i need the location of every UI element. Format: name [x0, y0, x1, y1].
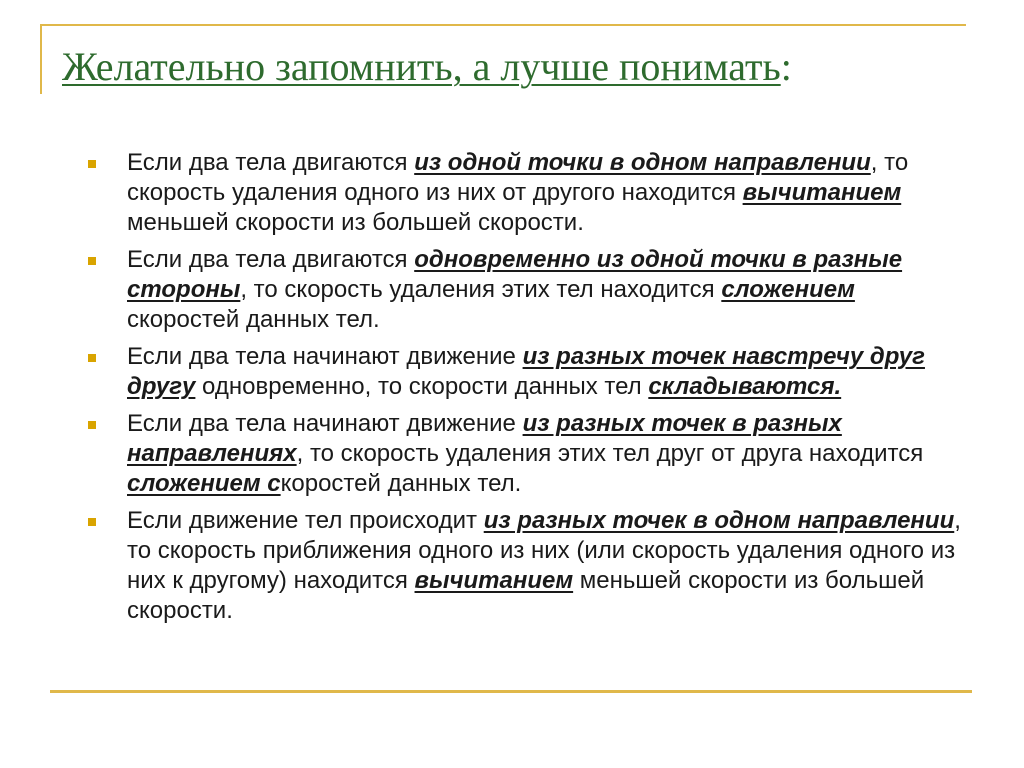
- square-bullet-icon: [88, 160, 96, 168]
- bullet-item: [88, 245, 968, 335]
- bottom-accent-line: [50, 690, 972, 693]
- bullet-text: скоростей данных тел.: [127, 306, 380, 333]
- slide-title-colon: :: [780, 44, 792, 89]
- slide-title-text: Желательно запомнить, а лучше понимать: [62, 44, 781, 89]
- left-accent-line: [40, 24, 42, 94]
- emphasis-text: вычитанием: [414, 567, 574, 594]
- bullet-text: , то скорость удаления этих тел друг от друга находится: [296, 440, 924, 467]
- square-bullet-icon: [88, 518, 96, 526]
- bullet-item: [88, 148, 968, 238]
- bullet-text: Если два тела двигаются: [127, 246, 415, 273]
- emphasis-text: из разных точек в одном направлении: [483, 507, 955, 534]
- bullet-list: [88, 148, 968, 633]
- emphasis-text: из одной точки в одном направлении: [414, 149, 871, 176]
- emphasis-text: одновременно из одной точки в разные стороны: [127, 246, 903, 303]
- bullet-text: коростей данных тел.: [280, 470, 522, 497]
- bullet-text: меньшей скорости из большей скорости.: [127, 209, 584, 236]
- bullet-text: Если два тела начинают движение: [127, 410, 523, 437]
- emphasis-text: сложением с: [127, 470, 281, 497]
- emphasis-text: складываются.: [648, 373, 842, 400]
- bullet-text: Если два тела двигаются: [127, 149, 415, 176]
- square-bullet-icon: [88, 354, 96, 362]
- bullet-text: Если два тела начинают движение: [127, 343, 523, 370]
- square-bullet-icon: [88, 257, 96, 265]
- bullet-text: одновременно, то скорости данных тел: [195, 373, 649, 400]
- bullet-item: [88, 506, 968, 626]
- slide-title: [62, 42, 792, 92]
- bullet-text: меньшей скорости из большей скорости.: [127, 567, 925, 624]
- emphasis-text: из разных точек в разных направлениях: [127, 410, 842, 467]
- emphasis-text: из разных точек навстречу друг другу: [127, 343, 925, 400]
- bullet-text: , то скорость удаления этих тел находится: [240, 276, 722, 303]
- square-bullet-icon: [88, 421, 96, 429]
- top-accent-line: [40, 24, 966, 26]
- bullet-text: Если движение тел происходит: [127, 507, 484, 534]
- emphasis-text: вычитанием: [742, 179, 902, 206]
- bullet-item: [88, 342, 968, 402]
- emphasis-text: сложением: [721, 276, 855, 303]
- bullet-text: , то скорость удаления одного из них от другого находится: [127, 149, 909, 206]
- bullet-item: [88, 409, 968, 499]
- bullet-text: , то скорость приближения одного из них (или скорость удаления одного из них к другому) находится: [127, 507, 961, 594]
